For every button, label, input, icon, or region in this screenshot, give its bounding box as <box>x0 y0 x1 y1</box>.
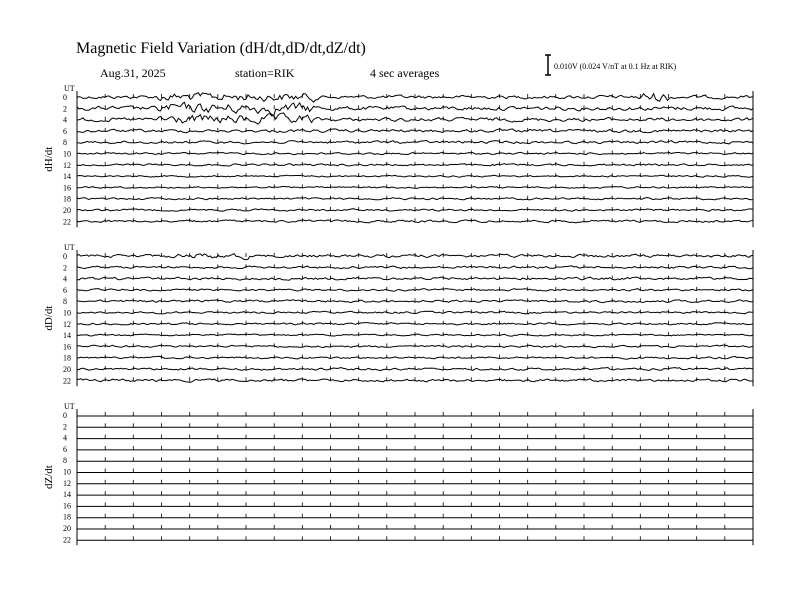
row-label-20: 20 <box>63 365 71 374</box>
row-label-20: 20 <box>63 524 71 533</box>
row-label-10: 10 <box>63 467 71 477</box>
row-label-4: 4 <box>63 433 67 443</box>
row-label-6: 6 <box>63 444 67 454</box>
station-label: station=RIK <box>235 66 295 80</box>
row-label-12: 12 <box>63 478 71 488</box>
row-label-22: 22 <box>63 217 71 227</box>
row-label-2: 2 <box>63 104 67 114</box>
panel-ylabel: dH/dt <box>43 146 55 172</box>
row-label-16: 16 <box>63 183 71 193</box>
scale-note: 0.010V (0.024 V/nT at 0.1 Hz at RIK) <box>554 62 677 71</box>
row-label-0: 0 <box>63 93 67 102</box>
row-label-12: 12 <box>63 160 71 170</box>
row-label-14: 14 <box>63 331 71 341</box>
row-label-8: 8 <box>63 297 67 307</box>
row-label-4: 4 <box>63 274 67 284</box>
ut-axis-title: UT <box>64 243 75 252</box>
averaging-label: 4 sec averages <box>370 66 440 80</box>
scale-bar <box>545 55 551 75</box>
panel-ylabel: dD/dt <box>43 305 55 331</box>
panel-dd-dt <box>43 243 753 386</box>
row-label-4: 4 <box>63 115 67 125</box>
row-label-10: 10 <box>63 308 71 318</box>
row-label-8: 8 <box>63 456 67 466</box>
panel-ylabel: dZ/dt <box>43 465 55 490</box>
row-label-2: 2 <box>63 263 67 273</box>
row-label-22: 22 <box>63 376 71 386</box>
row-label-18: 18 <box>63 194 71 204</box>
ut-axis-title: UT <box>64 402 75 411</box>
row-label-10: 10 <box>63 149 71 159</box>
row-label-12: 12 <box>63 319 71 329</box>
date-label: Aug.31, 2025 <box>100 66 166 80</box>
row-label-18: 18 <box>63 353 71 363</box>
row-label-14: 14 <box>63 172 71 182</box>
row-label-8: 8 <box>63 138 67 148</box>
row-label-6: 6 <box>63 126 67 136</box>
row-label-22: 22 <box>63 535 71 545</box>
ut-axis-title: UT <box>64 84 75 93</box>
row-label-0: 0 <box>63 252 67 261</box>
row-label-2: 2 <box>63 422 67 432</box>
panels <box>43 84 753 545</box>
row-label-16: 16 <box>63 342 71 352</box>
row-label-20: 20 <box>63 206 71 215</box>
panel-dh-dt <box>43 84 753 227</box>
page-title: Magnetic Field Variation (dH/dt,dD/dt,dZ/dt) <box>76 40 366 57</box>
row-label-18: 18 <box>63 512 71 522</box>
row-label-16: 16 <box>63 501 71 511</box>
row-label-6: 6 <box>63 285 67 295</box>
panel-dz-dt <box>43 402 753 545</box>
row-label-14: 14 <box>63 490 71 500</box>
row-label-0: 0 <box>63 411 67 420</box>
